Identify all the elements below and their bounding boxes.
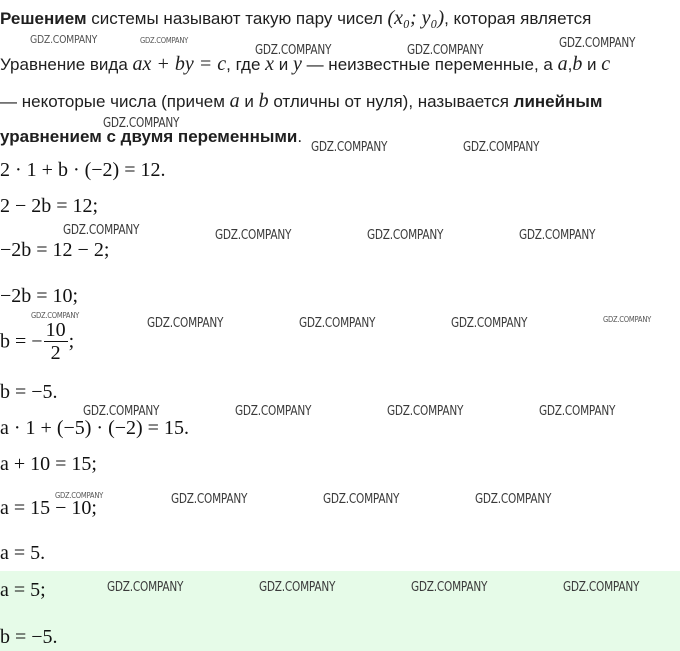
watermark: GDZ.COMPANY: [63, 222, 140, 238]
equation-form: ax + by = c: [132, 53, 227, 75]
watermark: GDZ.COMPANY: [559, 35, 636, 51]
watermark: GDZ.COMPANY: [463, 139, 540, 155]
watermark: GDZ.COMPANY: [255, 42, 332, 58]
watermark: GDZ.COMPANY: [171, 491, 248, 507]
equation-8: a + 10 = 15;: [0, 453, 97, 475]
watermark: GDZ.COMPANY: [311, 139, 388, 155]
equation-9: a = 15 − 10;: [0, 497, 97, 519]
term-linear: линейным: [513, 92, 603, 111]
fraction-lhs: b = −: [0, 330, 43, 353]
text: и: [274, 55, 293, 74]
watermark: GDZ.COMPANY: [299, 315, 376, 331]
answer-a: a = 5;: [0, 579, 46, 601]
term-linear-equation: уравнением с двумя переменными: [0, 127, 298, 146]
equation-7: a · 1 + (−5) · (−2) = 15.: [0, 417, 189, 439]
var-a: a: [229, 90, 240, 112]
var-y: y: [292, 53, 302, 75]
watermark: GDZ.COMPANY: [30, 33, 98, 46]
watermark: GDZ.COMPANY: [83, 403, 160, 419]
var-c: c: [601, 53, 611, 75]
text: и: [239, 92, 259, 111]
watermark: GDZ.COMPANY: [31, 311, 80, 320]
equation-5: [0, 319, 74, 364]
fraction: [44, 319, 68, 364]
var-a: a: [557, 53, 568, 75]
watermark: GDZ.COMPANY: [539, 403, 616, 419]
equation-10: a = 5.: [0, 542, 46, 564]
equation-1: 2 · 1 + b · (−2) = 12.: [0, 159, 166, 181]
watermark: GDZ.COMPANY: [451, 315, 528, 331]
watermark: GDZ.COMPANY: [140, 36, 189, 45]
watermark: GDZ.COMPANY: [235, 403, 312, 419]
equation-3: −2b = 12 − 2;: [0, 239, 110, 261]
pair-notation: (x₀; y₀): [387, 7, 445, 29]
watermark: GDZ.COMPANY: [475, 491, 552, 507]
text: и: [582, 55, 602, 74]
equation-4: −2b = 10;: [0, 285, 79, 307]
equation-6: b = −5.: [0, 381, 58, 403]
watermark: GDZ.COMPANY: [367, 227, 444, 243]
watermark: GDZ.COMPANY: [411, 579, 488, 595]
watermark: GDZ.COMPANY: [603, 315, 652, 324]
var-b: b: [572, 53, 583, 75]
watermark: GDZ.COMPANY: [215, 227, 292, 243]
term-solution: Решением: [0, 9, 87, 28]
text: отличны от нуля), называется: [268, 92, 514, 111]
watermark: GDZ.COMPANY: [259, 579, 336, 595]
watermark: GDZ.COMPANY: [323, 491, 400, 507]
text: Уравнение вида: [0, 55, 133, 74]
definition-line-1: [0, 7, 591, 30]
text: — некоторые числа (причем: [0, 92, 230, 111]
watermark: GDZ.COMPANY: [147, 315, 224, 331]
watermark: GDZ.COMPANY: [107, 579, 184, 595]
var-x: x: [265, 53, 275, 75]
watermark: GDZ.COMPANY: [387, 403, 464, 419]
text: — неизвестные переменные, а: [301, 55, 558, 74]
watermark: GDZ.COMPANY: [55, 491, 104, 500]
answer-b: b = −5.: [0, 626, 58, 648]
watermark: GDZ.COMPANY: [519, 227, 596, 243]
text: , где: [226, 55, 266, 74]
text: .: [297, 127, 303, 146]
fraction-numerator: 10: [45, 319, 66, 341]
definition-line-3: [0, 90, 602, 113]
equation-2: 2 − 2b = 12;: [0, 195, 99, 217]
fraction-denominator: 2: [50, 342, 61, 364]
text: , которая является: [444, 9, 592, 28]
watermark: GDZ.COMPANY: [563, 579, 640, 595]
watermark: GDZ.COMPANY: [407, 42, 484, 58]
var-b: b: [258, 90, 269, 112]
text: ;: [68, 330, 75, 353]
text: ,: [567, 55, 573, 74]
watermark: GDZ.COMPANY: [103, 115, 180, 131]
text: системы называют такую пару чисел: [86, 9, 388, 28]
